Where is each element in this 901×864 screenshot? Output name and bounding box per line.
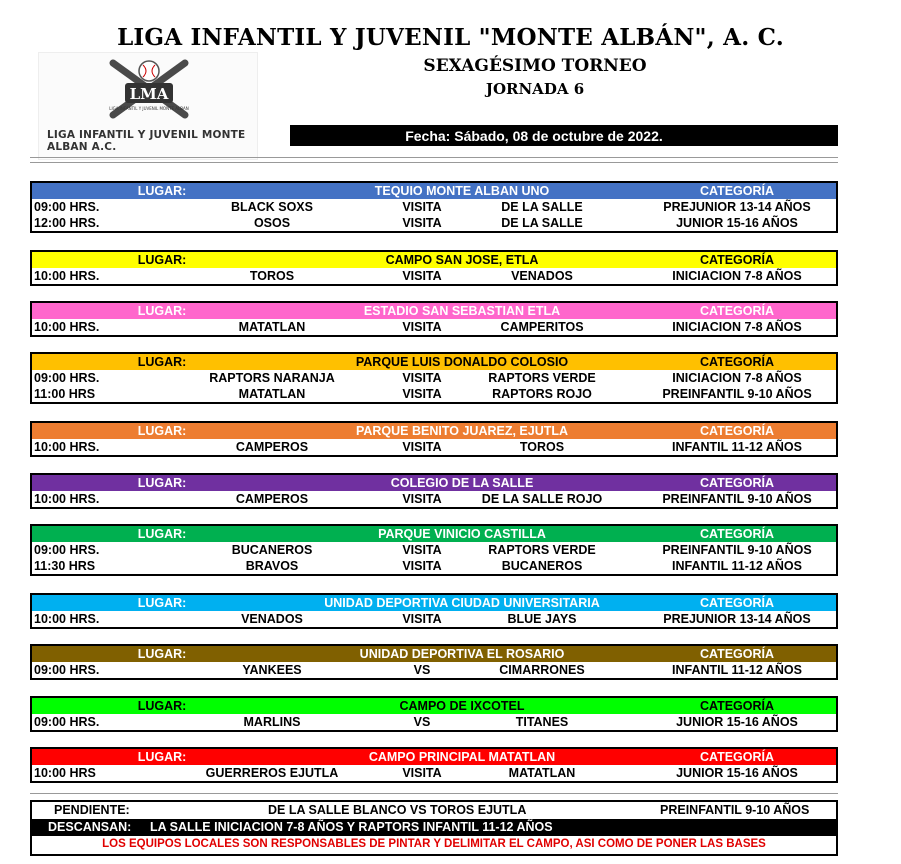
away-team: TOROS: [519, 440, 565, 454]
footer-notes: [30, 800, 838, 856]
versus-label: VS: [413, 663, 431, 677]
venue-header: [32, 595, 836, 611]
home-team: YANKEES: [242, 663, 302, 677]
venue-name: TEQUIO MONTE ALBAN UNO: [374, 184, 550, 198]
away-team: RAPTORS VERDE: [488, 543, 596, 557]
venue-lugar-label: LUGAR:: [137, 355, 187, 369]
venue-header: [32, 183, 836, 199]
game-time: 12:00 HRS.: [34, 216, 100, 230]
venue-name: CAMPO DE IXCOTEL: [399, 699, 525, 713]
game-row: [32, 199, 836, 215]
home-team: MARLINS: [243, 715, 301, 729]
game-category: JUNIOR 15-16 AÑOS: [676, 715, 798, 729]
venue-block: [30, 301, 838, 337]
venue-header: [32, 423, 836, 439]
baseball-bats-icon: [107, 57, 191, 123]
venue-block: [30, 593, 838, 629]
home-team: BLACK SOXS: [231, 200, 313, 214]
away-team: DE LA SALLE: [501, 200, 583, 214]
venue-category-label: CATEGORÍA: [699, 253, 775, 267]
venue-name: UNIDAD DEPORTIVA CIUDAD UNIVERSITARIA: [324, 596, 600, 610]
away-team: BLUE JAYS: [507, 612, 577, 626]
venue-category-label: CATEGORÍA: [699, 304, 775, 318]
logo-caption: LIGA INFANTIL Y JUVENIL MONTE ALBAN A.C.: [47, 129, 246, 153]
versus-label: VISITA: [402, 766, 442, 780]
game-category: PREJUNIOR 13-14 AÑOS: [663, 612, 811, 626]
date-banner: [290, 125, 838, 146]
venue-category-label: CATEGORÍA: [699, 424, 775, 438]
svg-text:LMA: LMA: [129, 85, 169, 103]
venue-name: UNIDAD DEPORTIVA EL ROSARIO: [359, 647, 565, 661]
venue-lugar-label: LUGAR:: [137, 699, 187, 713]
rest-teams: LA SALLE INICIACION 7-8 AÑOS Y RAPTORS INFANTIL 11-12 AÑOS: [150, 820, 553, 834]
game-category: INICIACION 7-8 AÑOS: [672, 320, 802, 334]
venue-header: [32, 475, 836, 491]
versus-label: VS: [413, 715, 431, 729]
versus-label: VISITA: [402, 387, 442, 401]
pending-category: PREINFANTIL 9-10 AÑOS: [660, 803, 810, 817]
game-category: INFANTIL 11-12 AÑOS: [672, 559, 802, 573]
pending-label: PENDIENTE:: [54, 803, 130, 817]
venue-category-label: CATEGORÍA: [699, 596, 775, 610]
game-time: 10:00 HRS: [34, 766, 96, 780]
venue-category-label: CATEGORÍA: [699, 699, 775, 713]
away-team: DE LA SALLE ROJO: [481, 492, 603, 506]
game-time: 10:00 HRS.: [34, 320, 100, 334]
venue-name: COLEGIO DE LA SALLE: [390, 476, 534, 490]
game-row: [32, 386, 836, 402]
game-time: 10:00 HRS.: [34, 269, 100, 283]
game-time: 09:00 HRS.: [34, 715, 100, 729]
game-row: [32, 714, 836, 730]
game-time: 09:00 HRS.: [34, 543, 100, 557]
venue-block: [30, 352, 838, 404]
away-team: TITANES: [515, 715, 569, 729]
game-row: [32, 439, 836, 455]
venue-header: [32, 303, 836, 319]
game-time: 10:00 HRS.: [34, 440, 100, 454]
game-row: [32, 611, 836, 627]
game-time: 09:00 HRS.: [34, 200, 100, 214]
venue-name: CAMPO PRINCIPAL MATATLAN: [368, 750, 556, 764]
venue-lugar-label: LUGAR:: [137, 647, 187, 661]
versus-label: VISITA: [402, 559, 442, 573]
rest-row: [32, 819, 836, 836]
versus-label: VISITA: [402, 440, 442, 454]
game-category: PREINFANTIL 9-10 AÑOS: [662, 543, 812, 557]
away-team: CAMPERITOS: [500, 320, 584, 334]
venue-block: [30, 524, 838, 576]
venue-header: [32, 252, 836, 268]
venue-category-label: CATEGORÍA: [699, 750, 775, 764]
venue-category-label: CATEGORÍA: [699, 527, 775, 541]
game-row: [32, 370, 836, 386]
home-team: BRAVOS: [245, 559, 299, 573]
venue-name: CAMPO SAN JOSE, ETLA: [385, 253, 539, 267]
venue-name: ESTADIO SAN SEBASTIAN ETLA: [363, 304, 561, 318]
separator: [30, 793, 838, 794]
venue-name: PARQUE BENITO JUAREZ, EJUTLA: [355, 424, 569, 438]
venue-header: [32, 526, 836, 542]
game-time: 11:00 HRS: [34, 387, 96, 401]
venue-lugar-label: LUGAR:: [137, 184, 187, 198]
venue-lugar-label: LUGAR:: [137, 596, 187, 610]
game-row: [32, 319, 836, 335]
venue-header: [32, 698, 836, 714]
game-row: [32, 215, 836, 231]
game-category: INICIACION 7-8 AÑOS: [672, 371, 802, 385]
venue-category-label: CATEGORÍA: [699, 476, 775, 490]
venue-name: PARQUE VINICIO CASTILLA: [378, 527, 546, 541]
venue-lugar-label: LUGAR:: [137, 304, 187, 318]
away-team: CIMARRONES: [499, 663, 585, 677]
away-team: BUCANEROS: [501, 559, 583, 573]
game-time: 09:00 HRS.: [34, 371, 100, 385]
game-time: 10:00 HRS.: [34, 492, 100, 506]
game-row: [32, 765, 836, 781]
game-category: INFANTIL 11-12 AÑOS: [672, 440, 802, 454]
home-team: TOROS: [249, 269, 295, 283]
game-time: 09:00 HRS.: [34, 663, 100, 677]
home-team: VENADOS: [241, 612, 303, 626]
home-team: BUCANEROS: [231, 543, 313, 557]
venue-lugar-label: LUGAR:: [137, 750, 187, 764]
separator: [30, 162, 838, 163]
versus-label: VISITA: [402, 269, 442, 283]
game-row: [32, 268, 836, 284]
venue-lugar-label: LUGAR:: [137, 424, 187, 438]
league-logo: [38, 52, 258, 160]
versus-label: VISITA: [402, 371, 442, 385]
rest-label: DESCANSAN:: [48, 820, 132, 834]
game-category: INFANTIL 11-12 AÑOS: [672, 663, 802, 677]
away-team: RAPTORS ROJO: [492, 387, 592, 401]
home-team: MATATLAN: [238, 320, 306, 334]
away-team: MATATLAN: [508, 766, 576, 780]
game-time: 11:30 HRS: [34, 559, 96, 573]
venue-name: PARQUE LUIS DONALDO COLOSIO: [355, 355, 569, 369]
game-time: 10:00 HRS.: [34, 612, 100, 626]
venue-block: [30, 747, 838, 783]
game-row: [32, 558, 836, 574]
league-title: LIGA INFANTIL Y JUVENIL "MONTE ALBÁN", A. C.: [117, 24, 784, 51]
venue-header: [32, 749, 836, 765]
separator: [30, 157, 838, 158]
game-category: JUNIOR 15-16 AÑOS: [676, 766, 798, 780]
pending-game: DE LA SALLE BLANCO VS TOROS EJUTLA: [268, 803, 527, 817]
game-category: PREINFANTIL 9-10 AÑOS: [662, 492, 812, 506]
venue-block: [30, 250, 838, 286]
venue-header: [32, 354, 836, 370]
home-team: OSOS: [253, 216, 291, 230]
away-team: DE LA SALLE: [501, 216, 583, 230]
notice-text: LOS EQUIPOS LOCALES SON RESPONSABLES DE PINTAR Y DELIMITAR EL CAMPO, ASI COMO DE PONER LAS BASES: [102, 838, 766, 850]
home-team: CAMPEROS: [235, 440, 309, 454]
home-team: GUERREROS EJUTLA: [205, 766, 339, 780]
away-team: VENADOS: [511, 269, 573, 283]
versus-label: VISITA: [402, 320, 442, 334]
tournament-title: SEXAGÉSIMO TORNEO: [423, 56, 647, 76]
game-category: INICIACION 7-8 AÑOS: [672, 269, 802, 283]
svg-text:LIGA INFANTIL Y JUVENIL MONTE: LIGA INFANTIL Y JUVENIL MONTE ALBAN: [109, 106, 189, 111]
venue-lugar-label: LUGAR:: [137, 476, 187, 490]
venue-block: [30, 473, 838, 509]
away-team: RAPTORS VERDE: [488, 371, 596, 385]
versus-label: VISITA: [402, 200, 442, 214]
venue-category-label: CATEGORÍA: [699, 184, 775, 198]
venue-block: [30, 181, 838, 233]
venue-lugar-label: LUGAR:: [137, 253, 187, 267]
versus-label: VISITA: [402, 543, 442, 557]
home-team: CAMPEROS: [235, 492, 309, 506]
venue-block: [30, 696, 838, 732]
home-team: MATATLAN: [238, 387, 306, 401]
versus-label: VISITA: [402, 492, 442, 506]
venue-category-label: CATEGORÍA: [699, 647, 775, 661]
versus-label: VISITA: [402, 216, 442, 230]
venue-block: [30, 644, 838, 680]
date-text: Fecha: Sábado, 08 de octubre de 2022.: [405, 127, 663, 144]
game-category: PREINFANTIL 9-10 AÑOS: [662, 387, 812, 401]
versus-label: VISITA: [402, 612, 442, 626]
game-row: [32, 491, 836, 507]
game-row: [32, 662, 836, 678]
game-row: [32, 542, 836, 558]
home-team: RAPTORS NARANJA: [209, 371, 335, 385]
game-category: JUNIOR 15-16 AÑOS: [676, 216, 798, 230]
venue-block: [30, 421, 838, 457]
venue-lugar-label: LUGAR:: [137, 527, 187, 541]
game-category: PREJUNIOR 13-14 AÑOS: [663, 200, 811, 214]
round-title: JORNADA 6: [485, 80, 585, 98]
venue-header: [32, 646, 836, 662]
pending-row: [32, 802, 836, 819]
venue-category-label: CATEGORÍA: [699, 355, 775, 369]
